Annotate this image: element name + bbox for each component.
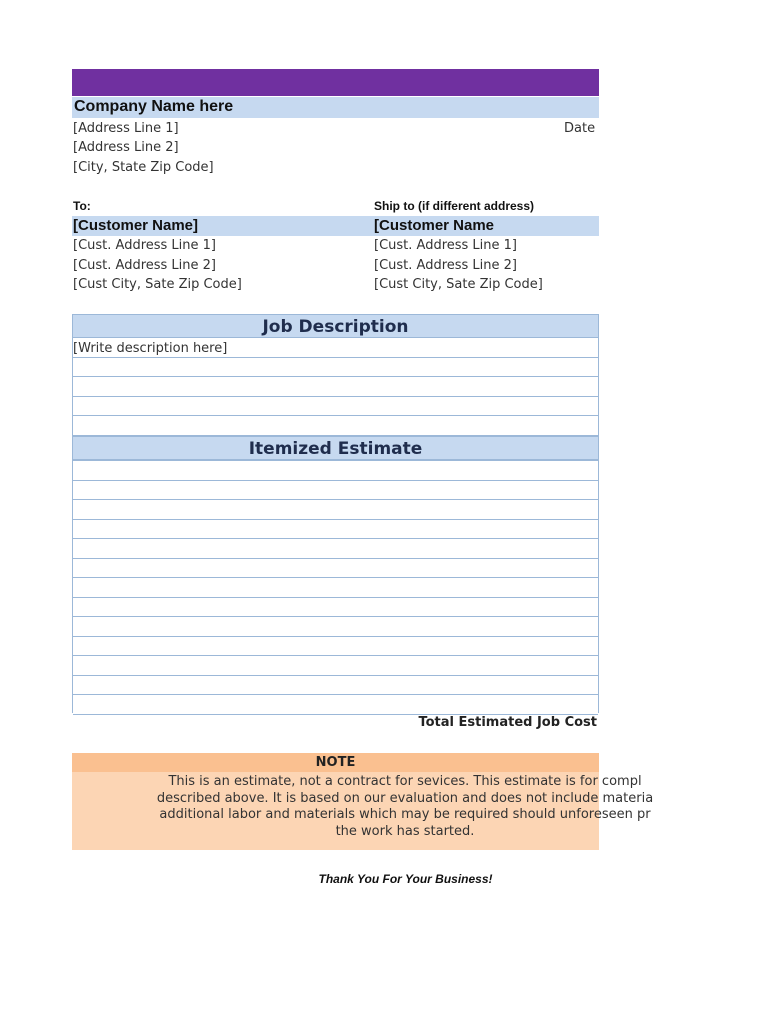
thank-you-message: Thank You For Your Business! <box>318 872 493 886</box>
note-text <box>72 774 738 840</box>
total-estimated-job-cost-label: Total Estimated Job Cost <box>418 715 597 730</box>
ship-to-city-state-zip[interactable]: [Cust City, Sate Zip Code] <box>374 277 543 292</box>
note-title: NOTE <box>315 755 356 770</box>
note-header <box>72 753 599 772</box>
estimate-row[interactable] <box>73 500 598 520</box>
estimate-row[interactable] <box>73 695 598 715</box>
title-bar <box>72 69 599 96</box>
bill-to-label: To: <box>73 199 91 213</box>
job-description-title: Job Description <box>262 317 409 337</box>
date-label: Date <box>564 121 596 136</box>
estimate-row[interactable] <box>73 598 598 618</box>
estimate-row[interactable] <box>73 520 598 540</box>
estimate-row[interactable] <box>73 559 598 579</box>
note-line: additional labor and materials which may be required should unforeseen pr <box>159 807 651 822</box>
company-name[interactable]: Company Name here <box>74 98 234 115</box>
company-city-state-zip[interactable]: [City, State Zip Code] <box>73 160 214 175</box>
job-description-text[interactable]: [Write description here] <box>73 341 228 356</box>
bill-to-customer-name[interactable]: [Customer Name] <box>73 217 199 234</box>
note-line: described above. It is based on our evaluation and does not include materia <box>156 790 654 806</box>
estimate-row[interactable] <box>73 539 598 559</box>
description-row[interactable] <box>73 397 598 417</box>
company-address-line2[interactable]: [Address Line 2] <box>73 140 179 155</box>
estimate-sheet <box>72 69 654 909</box>
itemized-estimate-title: Itemized Estimate <box>248 439 423 459</box>
bill-to-address-line1[interactable]: [Cust. Address Line 1] <box>73 238 216 253</box>
description-row[interactable] <box>73 416 598 436</box>
company-address-line1[interactable]: [Address Line 1] <box>73 121 179 136</box>
ship-to-address-line2[interactable]: [Cust. Address Line 2] <box>374 258 517 273</box>
estimate-row[interactable] <box>73 637 598 657</box>
description-row[interactable] <box>73 358 598 378</box>
ship-to-address-line1[interactable]: [Cust. Address Line 1] <box>374 238 517 253</box>
note-line: This is an estimate, not a contract for sevices. This estimate is for compl <box>168 774 642 789</box>
document-title: J <box>605 71 613 93</box>
estimate-row[interactable] <box>73 461 598 481</box>
description-row[interactable] <box>73 377 598 397</box>
note-line: the work has started. <box>335 823 475 839</box>
estimate-row[interactable] <box>73 656 598 676</box>
itemized-estimate-header <box>72 436 599 460</box>
job-description-header <box>72 314 599 338</box>
ship-to-label: Ship to (if different address) <box>374 199 535 213</box>
estimate-row[interactable] <box>73 578 598 598</box>
bill-to-city-state-zip[interactable]: [Cust City, Sate Zip Code] <box>73 277 242 292</box>
estimate-row[interactable] <box>73 481 598 501</box>
note-body <box>72 772 654 850</box>
bill-to-address-line2[interactable]: [Cust. Address Line 2] <box>73 258 216 273</box>
ship-to-customer-name[interactable]: [Customer Name <box>374 217 495 234</box>
itemized-estimate-grid[interactable] <box>72 460 599 713</box>
estimate-row[interactable] <box>73 676 598 696</box>
estimate-row[interactable] <box>73 617 598 637</box>
